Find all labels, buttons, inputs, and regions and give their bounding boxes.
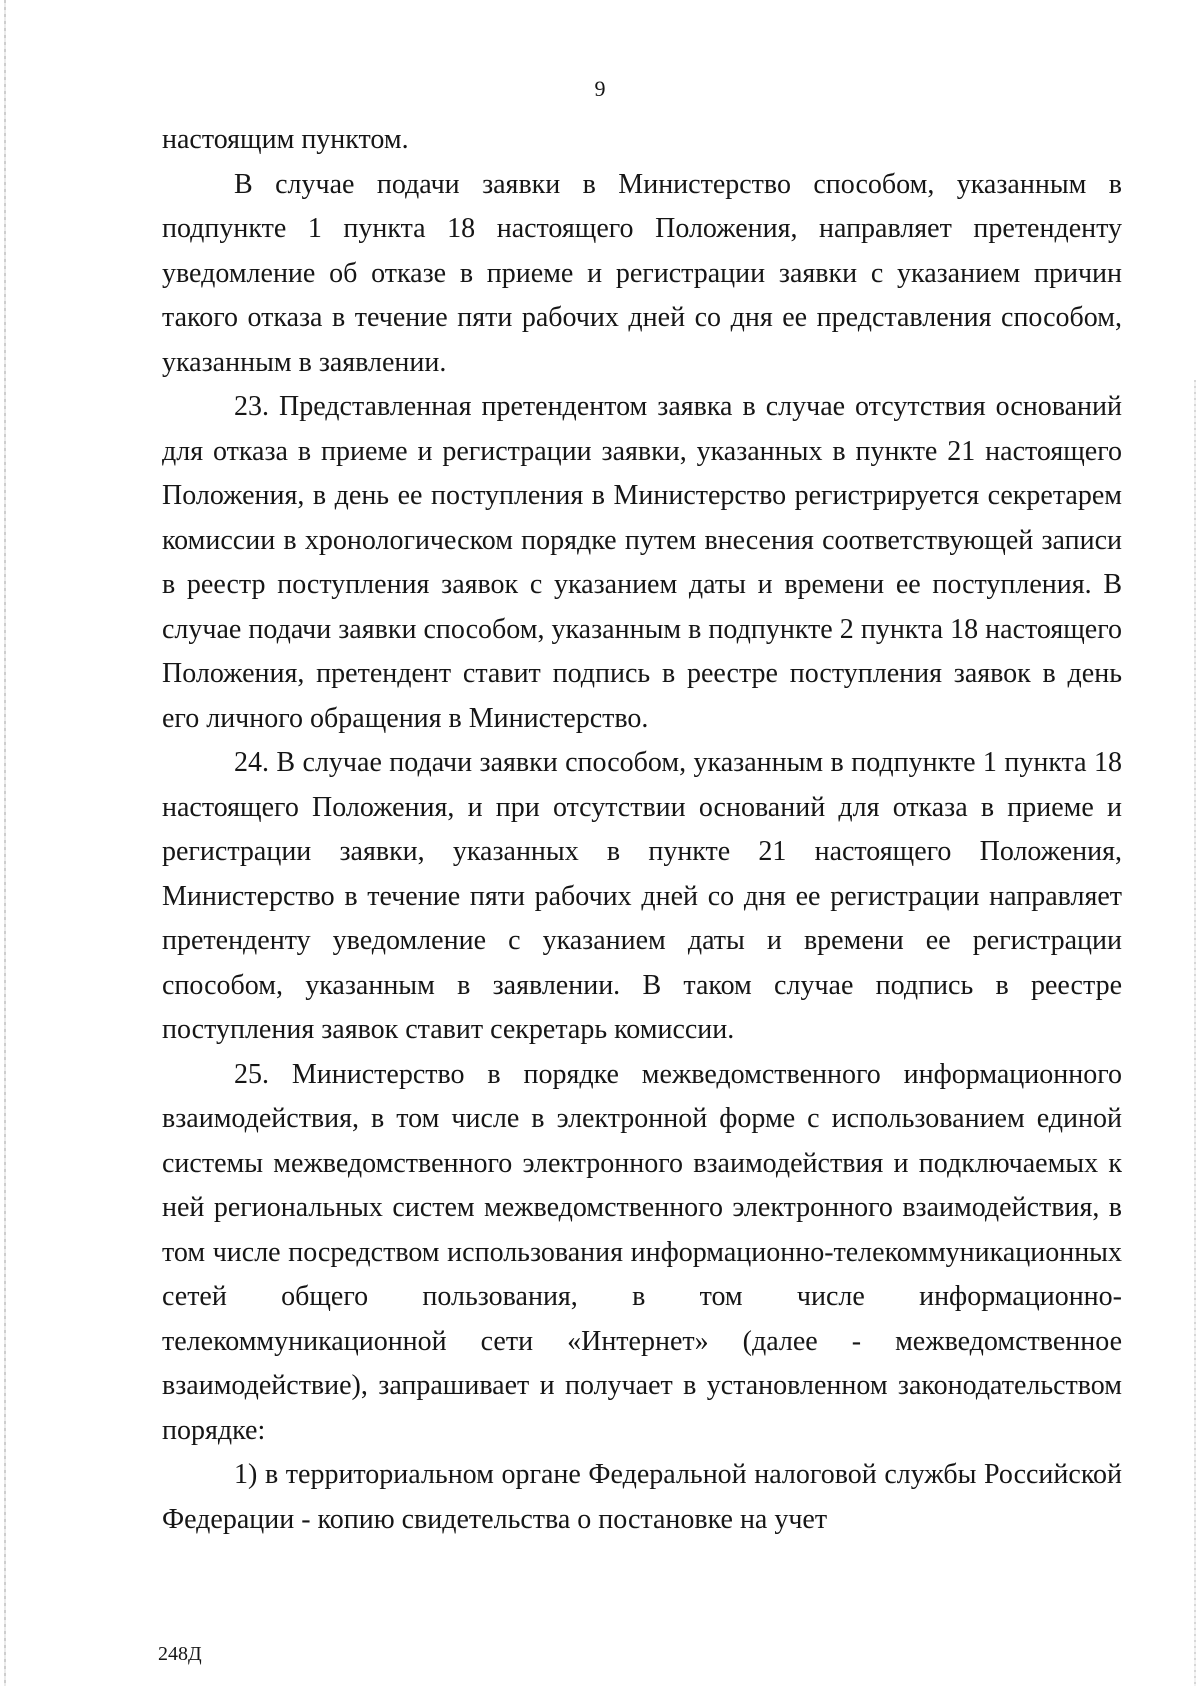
scan-edge-left	[4, 0, 6, 1686]
paragraph-25: 25. Министерство в порядке межведомственного информационного взаимодействия, в том числе в электронной форме с использованием единой системы межведомственного электронного взаимодействия и подключаемых к ней региональных систем межведомственного электронного взаимодействия, в том числе посредством использования информационно-телекоммуникационных сетей общего пользования, в том числе информационно-телекоммуникационной сети «Интернет» (далее - межведомственное взаимодействие), запрашивает и получает в установленном законодательством порядке:	[162, 1058, 1122, 1446]
paragraph-23: 23. Представленная претендентом заявка в случае отсутствия оснований для отказа в приеме и регистрации заявки, указанных в пункте 21 настоящего Положения, в день ее поступления в Министерство регистрируется секретарем комиссии в хронологическом порядке путем внесения соответствующей записи в реестр поступления заявок с указанием даты и времени ее поступления. В случае подачи заявки способом, указанным в подпункте 2 пункта 18 настоящего Положения, претендент ставит подпись в реестре поступления заявок в день его личного обращения в Министерство.	[162, 391, 1122, 734]
document-body	[162, 118, 1122, 1542]
paragraph-continuation: настоящим пунктом.	[162, 124, 409, 155]
paragraph-24: 24. В случае подачи заявки способом, указанным в подпункте 1 пункта 18 настоящего Положения, и при отсутствии оснований для отказа в приеме и регистрации заявки, указанных в пункте 21 настоящего Положения, Министерство в течение пяти рабочих дней со дня ее регистрации направляет претенденту уведомление с указанием даты и времени ее регистрации способом, указанным в заявлении. В таком случае подпись в реестре поступления заявок ставит секретарь комиссии.	[162, 747, 1122, 1045]
paragraph-refusal-notice: В случае подачи заявки в Министерство способом, указанным в подпункте 1 пункта 18 настоящего Положения, направляет претенденту уведомление об отказе в приеме и регистрации заявки с указанием причин такого отказа в течение пяти рабочих дней со дня ее представления способом, указанным в заявлении.	[162, 168, 1122, 378]
footer-code: 248Д	[158, 1643, 202, 1665]
paragraph-25-item-1: 1) в территориальном органе Федеральной налоговой службы Российской Федерации - копию свидетельства о постановке на учет	[162, 1459, 1122, 1535]
page-number: 9	[594, 76, 606, 101]
scan-edge-right	[1194, 380, 1196, 1686]
